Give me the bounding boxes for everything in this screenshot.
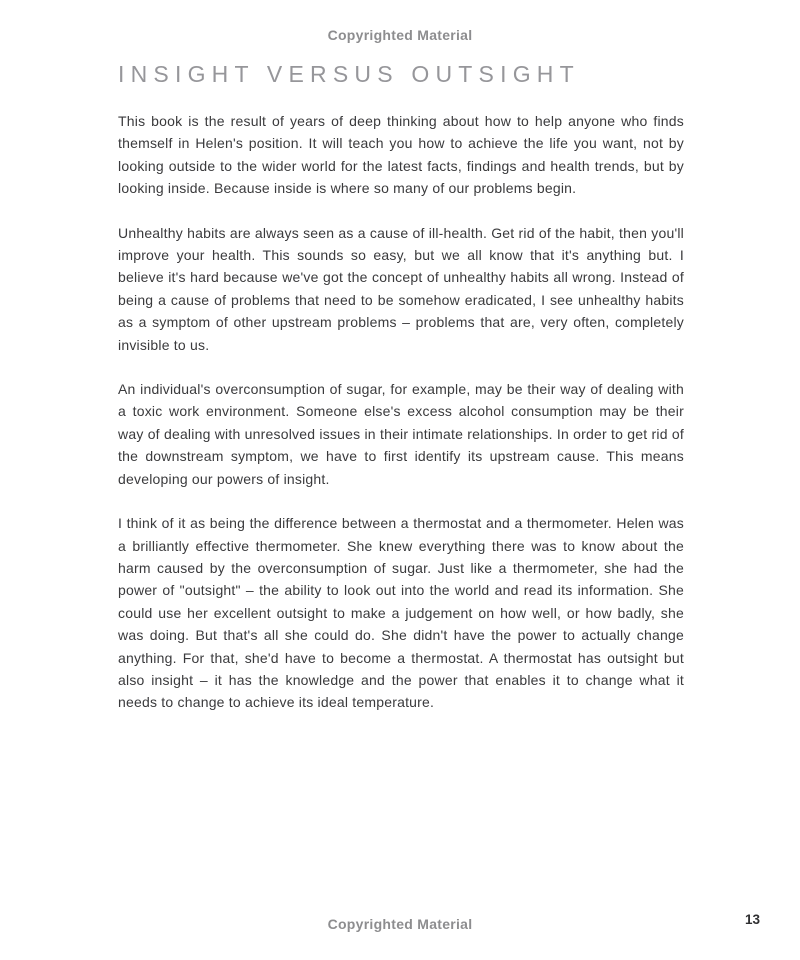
copyright-notice-bottom: Copyrighted Material	[327, 916, 473, 932]
copyright-notice-top: Copyrighted Material	[327, 27, 473, 43]
body-paragraph-3: An individual's overconsumption of sugar, for example, may be their way of dealing with a toxic work environment. Someone else's excess alcohol consumption may be their way of dealing with unresolved issues in their intimate relationships. In order to get rid of the downstream symptom, we have to first identify its upstream cause. This means developing our powers of insight.	[118, 381, 684, 487]
page-number: 13	[744, 912, 760, 927]
body-text-block	[118, 110, 684, 736]
body-paragraph-2: Unhealthy habits are always seen as a cause of ill-health. Get rid of the habit, then you'll improve your health. This sounds so easy, but we all know that it's anything but. I believe it's hard because we've got the concept of unhealthy habits all wrong. Instead of being a cause of problems that need to be somehow eradicated, I see unhealthy habits as a symptom of other upstream problems – problems that are, very often, completely invisible to us.	[118, 224, 684, 353]
body-paragraph-1: This book is the result of years of deep thinking about how to help anyone who finds themself in Helen's position. It will teach you how to achieve the life you want, not by looking outside to the wider world for the latest facts, findings and health trends, but by looking inside. Because inside is where so many of our problems begin.	[118, 113, 684, 197]
chapter-heading: INSIGHT VERSUS OUTSIGHT	[118, 61, 580, 87]
body-paragraph-4: I think of it as being the difference between a thermostat and a thermometer. Helen was a brilliantly effective thermometer. She knew everything there was to know about the harm caused by the overconsumption of sugar. Just like a thermometer, she had the power of "outsight" – the ability to look out into the world and read its information. She could use her excellent outsight to make a judgement on how well, or how badly, she was doing. But that's all she could do. She didn't have the power to actually change anything. For that, she'd have to become a thermostat. A thermostat has outsight but also insight – it has the knowledge and the power that enables it to change what it needs to change to achieve its ideal temperature.	[118, 515, 684, 711]
